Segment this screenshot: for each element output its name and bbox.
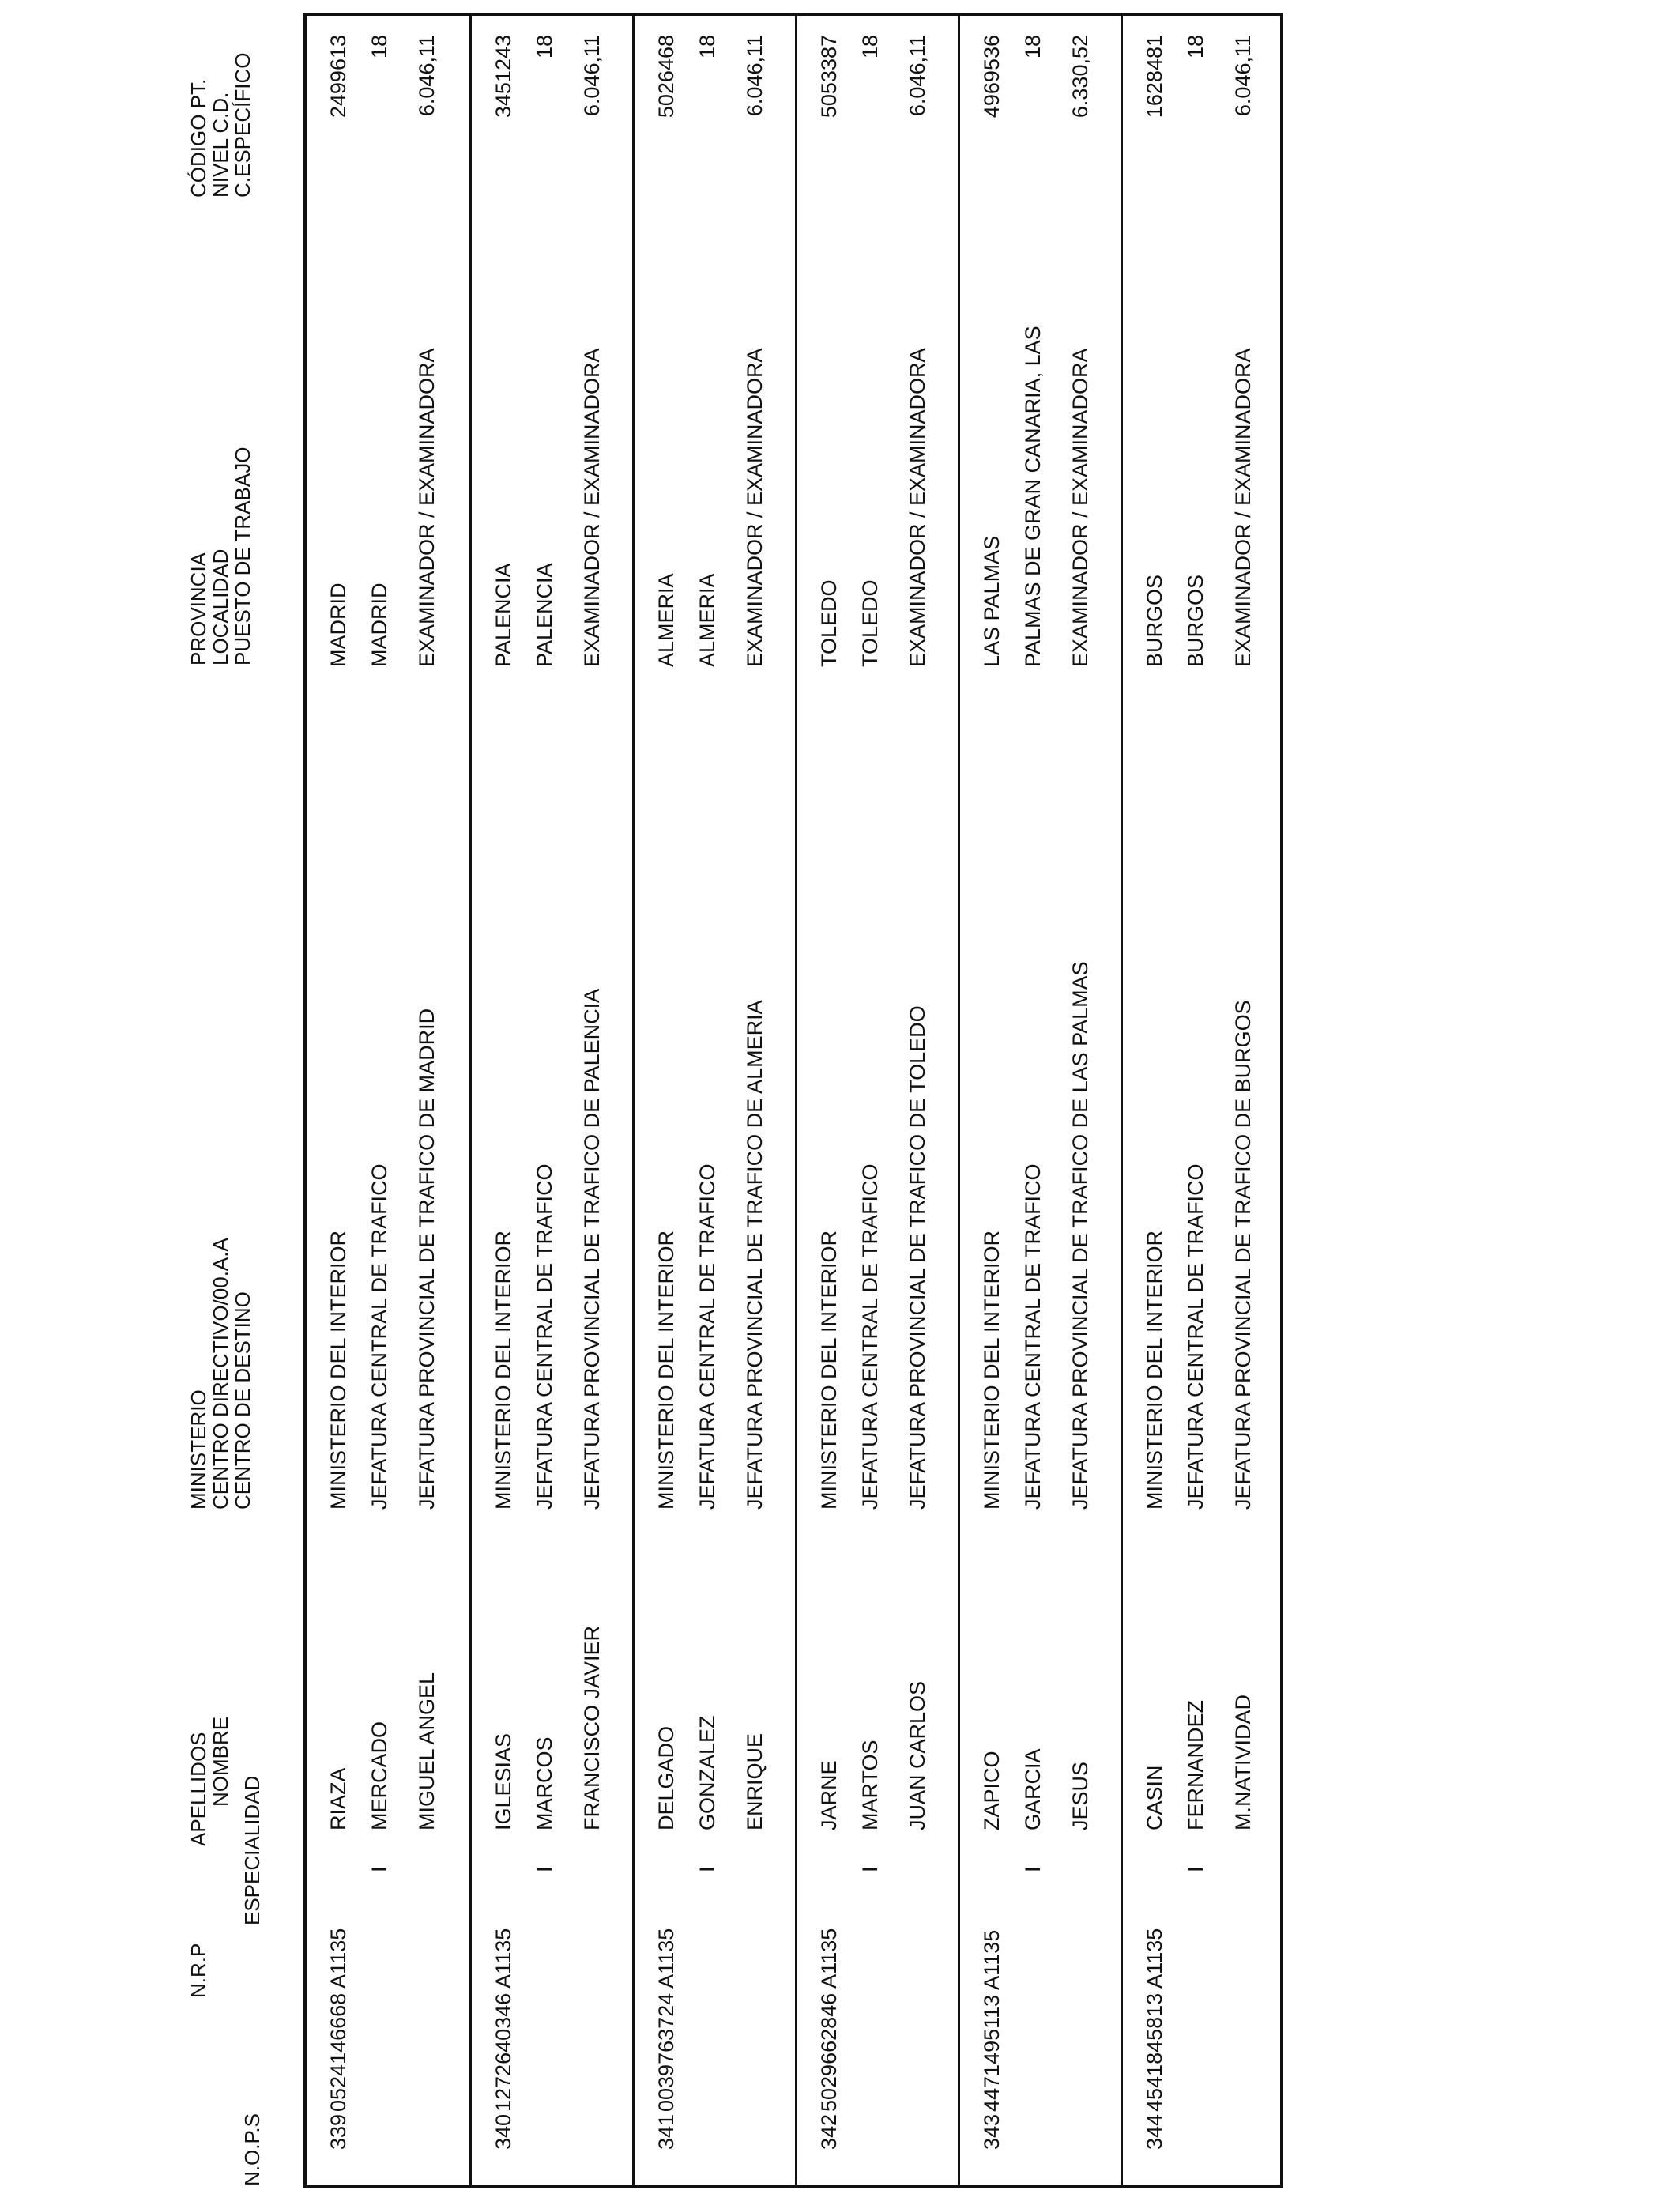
destination-center: JEFATURA PROVINCIAL DE TRAFICO DE BURGOS — [1231, 1000, 1255, 1510]
position-code: 4969536 — [980, 35, 1004, 119]
locality: TOLEDO — [858, 579, 882, 667]
especialidad-mark: I — [1184, 1866, 1207, 1872]
table-row — [632, 16, 795, 2185]
first-surname: RIAZA — [326, 1767, 350, 1830]
job-position: EXAMINADOR / EXAMINADORA — [743, 348, 767, 667]
given-name: ENRIQUE — [743, 1732, 767, 1830]
header-especialidad: ESPECIALIDAD — [240, 1775, 264, 1925]
header-nops: N.O.P.S — [240, 2113, 264, 2186]
records-table — [303, 13, 1283, 2188]
nops-number: 340 — [492, 2113, 515, 2150]
level: 18 — [695, 35, 719, 59]
first-surname: JARNE — [817, 1760, 841, 1830]
province: PALENCIA — [492, 563, 515, 667]
province: ALMERIA — [654, 573, 678, 667]
nops-number: 342 — [817, 2113, 841, 2150]
level: 18 — [367, 35, 391, 59]
first-surname: IGLESIAS — [492, 1732, 515, 1830]
first-surname: CASIN — [1143, 1765, 1166, 1830]
position-code: 3451243 — [492, 35, 515, 119]
ministry: MINISTERIO DEL INTERIOR — [817, 1230, 841, 1510]
job-position: EXAMINADOR / EXAMINADORA — [580, 348, 604, 667]
directive-center: JEFATURA CENTRAL DE TRAFICO — [367, 1163, 391, 1510]
nrp-code: 0039763724 A1135 — [654, 1928, 678, 2112]
header-localidad: LOCALIDAD — [209, 548, 232, 665]
table-row — [795, 16, 958, 2185]
directive-center: JEFATURA CENTRAL DE TRAFICO — [858, 1163, 882, 1510]
destination-center: JEFATURA PROVINCIAL DE TRAFICO DE PALENCIA — [580, 988, 604, 1510]
locality: BURGOS — [1184, 574, 1207, 667]
province: TOLEDO — [817, 579, 841, 667]
nrp-code: 5029662846 A1135 — [817, 1928, 841, 2112]
ministry: MINISTERIO DEL INTERIOR — [654, 1230, 678, 1510]
job-position: EXAMINADOR / EXAMINADORA — [906, 348, 929, 667]
nrp-code: 1272640346 A1135 — [492, 1928, 515, 2112]
second-surname: GONZALEZ — [695, 1715, 719, 1830]
nops-number: 344 — [1143, 2113, 1166, 2150]
especialidad-mark: I — [858, 1866, 882, 1872]
nrp-code: 0524146668 A1135 — [326, 1928, 350, 2112]
ministry: MINISTERIO DEL INTERIOR — [492, 1230, 515, 1510]
especialidad-mark: I — [367, 1866, 391, 1872]
specific-complement: 6.330,52 — [1068, 35, 1092, 119]
specific-complement: 6.046,11 — [743, 35, 767, 117]
second-surname: MERCADO — [367, 1721, 391, 1830]
given-name: M.NATIVIDAD — [1231, 1694, 1255, 1830]
province: BURGOS — [1143, 574, 1166, 667]
ministry: MINISTERIO DEL INTERIOR — [980, 1230, 1004, 1510]
second-surname: FERNANDEZ — [1184, 1699, 1207, 1830]
position-code: 2499613 — [326, 35, 350, 119]
nrp-code: 4541845813 A1135 — [1143, 1928, 1166, 2112]
header-nrp: N.R.P — [186, 1943, 210, 1998]
given-name: JESUS — [1068, 1761, 1092, 1830]
job-position: EXAMINADOR / EXAMINADORA — [415, 348, 439, 667]
especialidad-mark: I — [1021, 1866, 1045, 1872]
header-centro-directivo: CENTRO DIRECTIVO/00.A.A — [209, 1238, 232, 1510]
directive-center: JEFATURA CENTRAL DE TRAFICO — [695, 1163, 719, 1510]
table-row — [307, 16, 469, 2185]
especialidad-mark: I — [695, 1866, 719, 1872]
nrp-code: 4471495113 A1135 — [980, 1929, 1004, 2112]
destination-center: JEFATURA PROVINCIAL DE TRAFICO DE TOLEDO — [906, 1005, 929, 1510]
ministry: MINISTERIO DEL INTERIOR — [1143, 1230, 1166, 1510]
specific-complement: 6.046,11 — [1231, 35, 1255, 117]
second-surname: MARTOS — [858, 1740, 882, 1830]
job-position: EXAMINADOR / EXAMINADORA — [1231, 348, 1255, 667]
province: LAS PALMAS — [980, 535, 1004, 667]
header-provincia: PROVINCIA — [186, 552, 210, 665]
header-codigo: CÓDIGO PT. — [186, 78, 210, 198]
specific-complement: 6.046,11 — [906, 35, 929, 117]
level: 18 — [1184, 35, 1207, 59]
directive-center: JEFATURA CENTRAL DE TRAFICO — [533, 1163, 556, 1510]
position-code: 1628481 — [1143, 35, 1166, 119]
ministry: MINISTERIO DEL INTERIOR — [326, 1230, 350, 1510]
header-puesto: PUESTO DE TRABAJO — [231, 447, 254, 665]
header-centro-destino: CENTRO DE DESTINO — [231, 1291, 254, 1510]
nops-number: 343 — [980, 2113, 1004, 2150]
locality: PALENCIA — [533, 563, 556, 667]
given-name: MIGUEL ANGEL — [415, 1672, 439, 1830]
first-surname: DELGADO — [654, 1725, 678, 1830]
locality: PALMAS DE GRAN CANARIA, LAS — [1021, 326, 1045, 667]
header-nombre: NOMBRE — [209, 1716, 232, 1807]
level: 18 — [1021, 35, 1045, 59]
destination-center: JEFATURA PROVINCIAL DE TRAFICO DE LAS PALMAS — [1068, 961, 1092, 1510]
especialidad-mark: I — [533, 1866, 556, 1872]
given-name: FRANCISCO JAVIER — [580, 1625, 604, 1830]
second-surname: GARCIA — [1021, 1748, 1045, 1830]
nops-number: 339 — [326, 2113, 350, 2150]
nops-number: 341 — [654, 2113, 678, 2150]
specific-complement: 6.046,11 — [415, 35, 439, 117]
table-row — [958, 16, 1121, 2185]
specific-complement: 6.046,11 — [580, 35, 604, 117]
header-especifico: C.ESPECÍFICO — [231, 52, 254, 198]
header-nivel: NIVEL C.D. — [209, 92, 232, 198]
second-surname: MARCOS — [533, 1736, 556, 1830]
level: 18 — [858, 35, 882, 59]
province: MADRID — [326, 582, 350, 667]
directive-center: JEFATURA CENTRAL DE TRAFICO — [1184, 1163, 1207, 1510]
locality: ALMERIA — [695, 573, 719, 667]
table-row — [1121, 16, 1283, 2185]
directive-center: JEFATURA CENTRAL DE TRAFICO — [1021, 1163, 1045, 1510]
first-surname: ZAPICO — [980, 1751, 1004, 1830]
level: 18 — [533, 35, 556, 59]
position-code: 5053387 — [817, 35, 841, 119]
table-row — [469, 16, 632, 2185]
job-position: EXAMINADOR / EXAMINADORA — [1068, 348, 1092, 667]
position-code: 5026468 — [654, 35, 678, 119]
destination-center: JEFATURA PROVINCIAL DE TRAFICO DE MADRID — [415, 1008, 439, 1510]
locality: MADRID — [367, 582, 391, 667]
header-ministerio: MINISTERIO — [186, 1389, 210, 1510]
destination-center: JEFATURA PROVINCIAL DE TRAFICO DE ALMERIA — [743, 1000, 767, 1510]
header-apellidos: APELLIDOS — [186, 1732, 210, 1846]
given-name: JUAN CARLOS — [906, 1680, 929, 1830]
